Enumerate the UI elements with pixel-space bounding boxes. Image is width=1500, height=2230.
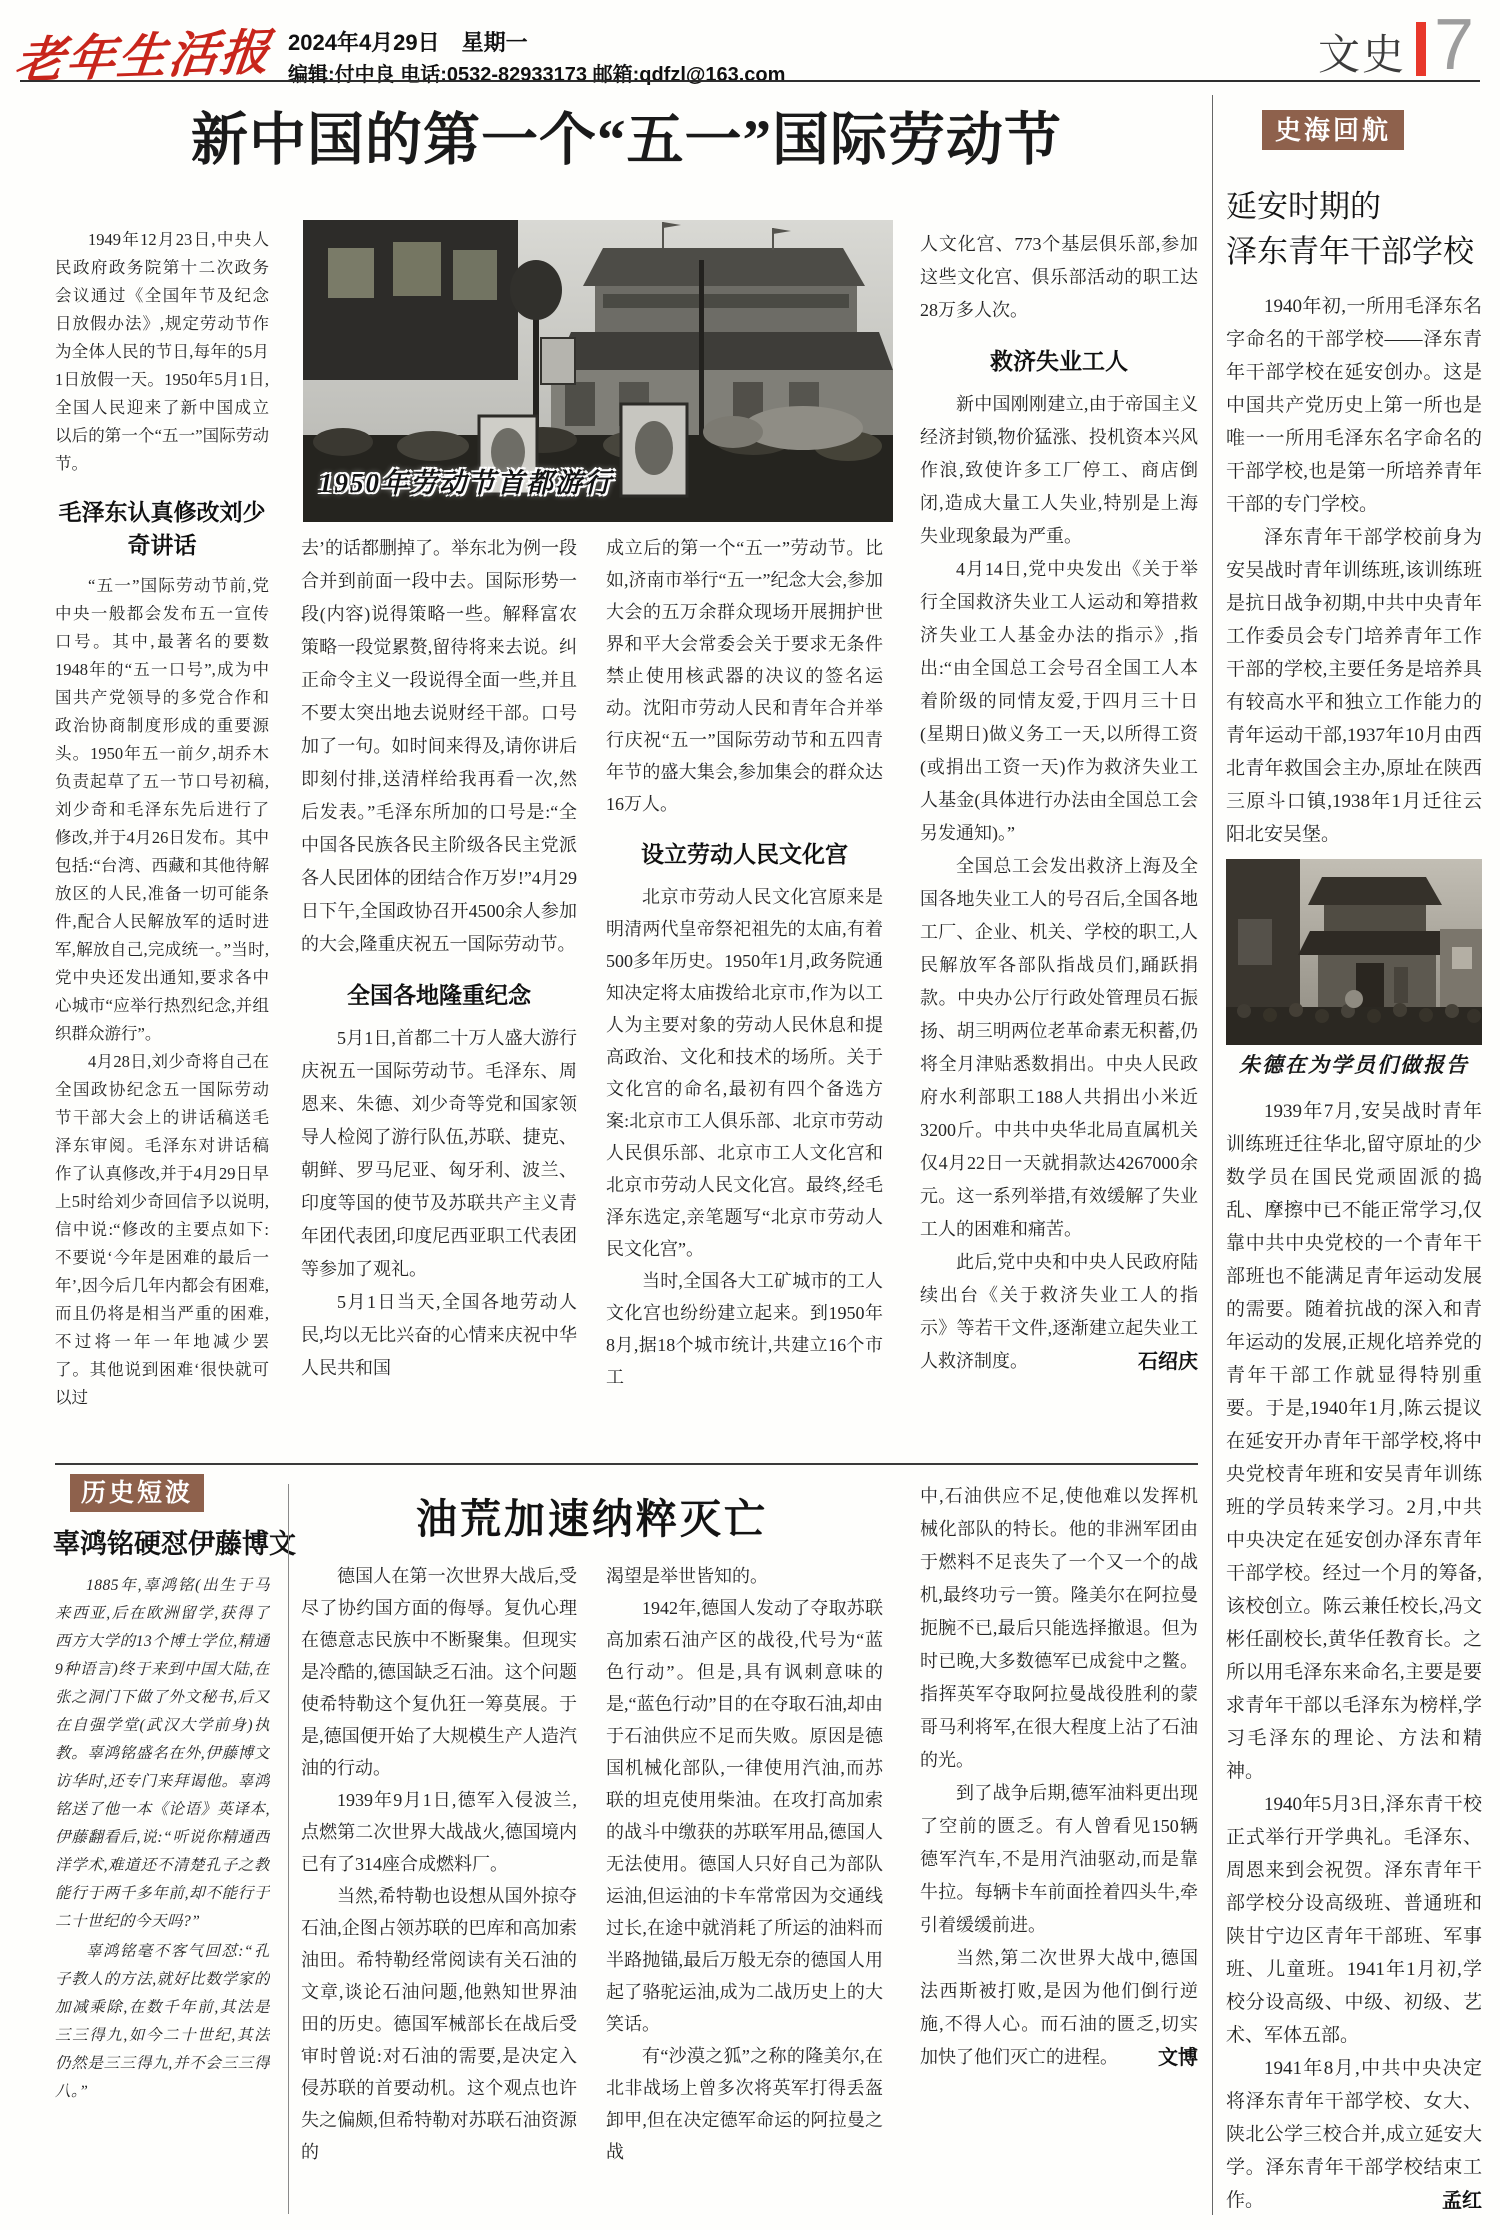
paragraph: 新中国刚刚建立,由于帝国主义经济封锁,物价猛涨、投机资本兴风作浪,致使许多工厂停工、商店倒闭,造成大量工人失业,特别是上海失业现象最为严重。 — [920, 394, 1198, 546]
main-column-1 — [55, 226, 269, 1458]
paragraph: 5月1日,首都二十万人盛大游行庆祝五一国际劳动节。毛泽东、周恩来、朱德、刘少奇等党和国家领导人检阅了游行队伍,苏联、捷克、朝鲜、罗马尼亚、匈牙利、波兰、印度等国的使节及苏联共产主义青年团代表团,印度尼西亚职工代表团等参加了观礼。 — [301, 1028, 577, 1279]
paragraph: “五一”国际劳动节前,党中央一般都会发布五一宣传口号。其中,最著名的要数1948年的“五一口号”,成为中国共产党领导的多党合作和政治协商制度形成的重要源头。1950年五一前夕,胡乔木负责起草了五一节口号初稿,刘少奇和毛泽东先后进行了修改,并于4月26日发布。其中包括:“台湾、西藏和其他待解放区的人民,准备一切可能条件,配合人民解放军的适时进军,解放自己,完成统一。”当时,党中央还发出通知,要求各中心城市“应举行热烈纪念,并组织群众游行”。 — [55, 576, 269, 1043]
sidebar-text-bottom — [1226, 1095, 1482, 2213]
paragraph: 5月1日当天,全国各地劳动人民,均以无比兴奋的心情来庆祝中华人民共和国 — [301, 1292, 577, 1378]
editor-contact-line: 编辑:付中良 电话:0532-82933173 邮箱:qdfzl@163.com — [288, 64, 786, 86]
paragraph: 1939年7月,安吴战时青年训练班迁往华北,留守原址的少数学员在国民党顽固派的捣乱、摩擦中已不能正常学习,仅靠中共中央党校的一个青年干部班也不能满足青年运动发展的需要。随着抗战的深入和青年运动的发展,正规化培养党的青年干部工作就显得特别重要。于是,1940年1月,陈云提议在延安开办青年干部学校,将中央党校青年班和安吴青年训练班的学员转来学习。2月,中共中央决定在延安创办泽东青年干部学校。经过一个月的筹备,该校创立。陈云兼任校长,冯文彬任副校长,黄华任教育长。之所以用毛泽东来命名,主要是要求青年干部以毛泽东为榜样,学习毛泽东的理论、方法和精神。 — [1226, 1101, 1482, 1782]
sidebar-article-title — [1226, 184, 1482, 274]
paragraph: 有“沙漠之狐”之称的隆美尔,在北非战场上曾多次将英军打得丢盔卸甲,但在决定德军命运的阿拉曼之战 — [606, 2046, 883, 2162]
main-column-4 — [920, 228, 1198, 1454]
main-column-2 — [301, 532, 577, 1458]
paragraph: 渴望是举世皆知的。 — [606, 1566, 768, 1586]
zhu-de-photo-caption: 朱德在为学员们做报告 — [1239, 1053, 1469, 1077]
oil-column-1 — [301, 1560, 577, 2218]
history-brief-title: 辜鸿铭硬怼伊藤博文 — [53, 1529, 296, 1559]
author-byline: 孟红 — [1442, 2190, 1482, 2212]
paragraph: 1949年12月23日,中央人民政府政务院第十二次政务会议通过《全国年节及纪念日放假办法》,规定劳动节作为全体人民的节日,每年的5月1日放假一天。1950年5月1日,全国人民迎来了新中国成立以后的第一个“五一”国际劳动节。 — [55, 230, 269, 473]
sidebar-badge: 史海回航 — [1262, 110, 1404, 150]
paragraph: 1942年,德国人发动了夺取苏联高加索石油产区的战役,代号为“蓝色行动”。但是,具有讽刺意味的是,“蓝色行动”目的在夺取石油,却由于石油供应不足而失败。原因是德国机械化部队,一律使用汽油,而苏联的坦克使用柴油。在攻打高加索的战斗中缴获的苏联军用品,德国人无法使用。德国人只好自己为部队运油,但运油的卡车常常因为交通线过长,在途中就消耗了所运的油料而半路抛锚,最后万般无奈的德国人用起了骆驼运油,成为二战历史上的大笑话。 — [606, 1598, 883, 2034]
zhu-de-photo-image — [1226, 859, 1482, 1045]
paragraph: 中,石油供应不足,使他难以发挥机械化部队的特长。他的非洲军团由于燃料不足丧失了一个又一个的战机,最终功亏一篑。隆美尔在阿拉曼扼腕不已,最后只能选择撤退。但为时已晚,大多数德军已成瓮中之鳖。指挥英军夺取阿拉曼战役胜利的蒙哥马利将军,在很大程度上沾了石油的光。 — [920, 1486, 1198, 1770]
sidebar-title-line1: 延安时期的 — [1226, 189, 1381, 224]
oil-column-2 — [606, 1560, 883, 2218]
zhu-de-report-photo — [1226, 859, 1482, 1045]
paragraph: 到了战争后期,德军油料更出现了空前的匮乏。有人曾看见150辆德军汽车,不是用汽油驱动,而是靠牛拉。每辆卡车前面拴着四头牛,牵引着缓缓前进。 — [920, 1783, 1198, 1935]
section-label: 文史 — [1318, 31, 1407, 78]
date-line: 2024年4月29日 星期一 — [288, 30, 528, 55]
column-divider-rule — [288, 1484, 289, 2214]
paragraph: 1940年初,一所用毛泽东名字命名的干部学校——泽东青年干部学校在延安创办。这是中国共产党历史上第一所也是唯一一所用毛泽东名字命名的干部学校,也是第一所培养青年干部的专门学校。 — [1226, 296, 1482, 515]
red-divider-bar — [1416, 22, 1426, 76]
paragraph: 泽东青年干部学校前身为安吴战时青年训练班,该训练班是抗日战争初期,中共中央青年工作委员会专门培养青年工作干部的学校,主要任务是培养具有较高水平和独立工作能力的青年运动干部,1937年10月由西北青年救国会主办,原址在陕西三原斗口镇,1938年1月迁往云阳北安吴堡。 — [1226, 527, 1482, 845]
sidebar-text-top — [1226, 290, 1482, 851]
oil-column-3 — [920, 1480, 1198, 2218]
history-brief-text — [55, 1572, 270, 2220]
paragraph: 去’的话都删掉了。举东北为例一段合并到前面一段中去。国际形势一段(内容)说得策略一些。解释富农策略一段觉累赘,留待将来去说。纠正命令主义一段说得全面一些,并且不要太突出地去说财经干部。口号加了一句。如时间来得及,请你讲后即刻付排,送清样给我再看一次,然后发表。”毛泽东所加的口号是:“全中国各民族各民主阶级各民主党派各人民团体的团结合作万岁!”4月29日下午,全国政协召开4500余人参加的大会,隆重庆祝五一国际劳动节。 — [301, 538, 577, 954]
paragraph: 人文化宫、773个基层俱乐部,参加这些文化宫、俱乐部活动的职工达28万多人次。 — [920, 234, 1198, 320]
paragraph: 辜鸿铭毫不客气回怼:“孔子教人的方法,就好比数学家的加减乘除,在数千年前,其法是三三得九,如今二十世纪,其法仍然是三三得九,并不会三三得八。” — [55, 1943, 270, 2100]
paragraph: 1885年,辜鸿铭(出生于马来西亚,后在欧洲留学,获得了西方大学的13个博士学位,精通9种语言)终于来到中国大陆,在张之洞门下做了外文秘书,后又在自强学堂(武汉大学前身)执教。辜鸿铭盛名在外,伊藤博文访华时,还专门来拜谒他。辜鸿铭送了他一本《论语》英译本,伊藤翻看后,说:“听说你精通西洋学术,难道还不清楚孔子之教能行于两千多年前,却不能行于二十世纪的今天吗?” — [55, 1577, 270, 1930]
sidebar-title-line2: 泽东青年干部学校 — [1226, 234, 1474, 269]
history-brief-badge: 历史短波 — [70, 1474, 204, 1512]
subhead-national-celebrations: 全国各地隆重纪念 — [347, 982, 531, 1008]
section-header — [1318, 4, 1475, 85]
masthead-logo: 老年生活报 — [12, 24, 275, 89]
author-byline: 石绍庆 — [1138, 1351, 1198, 1373]
subhead-mao-revises-speech: 毛泽东认真修改刘少奇讲话 — [58, 499, 266, 558]
paragraph: 4月28日,刘少奇将自己在全国政协纪念五一国际劳动节干部大会上的讲话稿送毛泽东审阅。毛泽东对讲话稿作了认真修改,并于4月29日早上5时给刘少奇回信予以说明,信中说:“修改的主要点如下:不要说‘今年是困难的最后一年’,因今后几年内都会有困难,而且仍将是相当严重的困难,不过将一年一年地减少罢了。其他说到困难‘很快就可以过 — [55, 1052, 269, 1407]
paragraph: 1939年9月1日,德军入侵波兰,点燃第二次世界大战战火,德国境内已有了314座合成燃料厂。 — [301, 1790, 577, 1874]
subhead-cultural-palace: 设立劳动人民文化宫 — [641, 841, 848, 867]
page-number: 7 — [1434, 4, 1475, 85]
paragraph: 北京市劳动人民文化宫原来是明清两代皇帝祭祀祖先的太庙,有着500多年历史。1950年1月,政务院通知决定将太庙拨给北京市,作为以工人为主要对象的劳动人民休息和提高政治、文化和技术的场所。关于文化宫的命名,最初有四个备选方案:北京市工人俱乐部、北京市劳动人民俱乐部、北京市工人文化宫和北京市劳动人民文化宫。最终,经毛泽东选定,亲笔题写“北京市劳动人民文化宫”。 — [606, 887, 883, 1259]
paragraph: 当时,全国各大工矿城市的工人文化宫也纷纷建立起来。到1950年8月,据18个城市统计,共建立16个市工 — [606, 1271, 883, 1387]
main-column-3 — [606, 532, 883, 1458]
paragraph: 德国人在第一次世界大战后,受尽了协约国方面的侮辱。复仇心理在德意志民族中不断聚集。但现实是冷酷的,德国缺乏石油。这个问题使希特勒这个复仇狂一筹莫展。于是,德国便开始了大规模生产人造汽油的行动。 — [301, 1566, 577, 1778]
main-article-title: 新中国的第一个“五一”国际劳动节 — [191, 109, 1062, 172]
paragraph: 成立后的第一个“五一”劳动节。比如,济南市举行“五一”纪念大会,参加大会的五万余群众现场开展拥护世界和平大会常委会关于要求无条件禁止使用核武器的决议的签名运动。沈阳市劳动人民和青年合并举行庆祝“五一”国际劳动节和五四青年节的盛大集会,参加集会的群众达16万人。 — [606, 538, 883, 814]
author-byline: 文博 — [1158, 2047, 1198, 2069]
sidebar-history-column — [1226, 110, 1482, 2230]
section-divider-rule — [55, 1463, 1198, 1465]
paragraph: 1941年8月,中共中央决定将泽东青年干部学校、女大、陕北公学三校合并,成立延安大学。泽东青年干部学校结束工作。 — [1226, 2058, 1482, 2211]
paragraph: 4月14日,党中央发出《关于举行全国救济失业工人运动和筹措救济失业工人基金办法的指示》,指出:“由全国总工会号召全国工人本着阶级的同情友爱,于四月三十日(星期日)做义务工一天,以所得工资(或捐出工资一天)作为救济失业工人基金(具体进行办法由全国总工会另发通知)。” — [920, 559, 1198, 843]
header-rule — [20, 80, 1480, 82]
parade-photo-caption: 1950年劳动节首都游行 — [319, 468, 613, 498]
paragraph: 当然,希特勒也设想从国外掠夺石油,企图占领苏联的巴库和高加索油田。希特勒经常阅读有关石油的文章,谈论石油问题,他熟知世界油田的历史。德国军械部长在战后受审时曾说:对石油的需要,是决定入侵苏联的首要动机。这个观点也许失之偏颇,但希特勒对苏联石油资源的 — [301, 1886, 577, 2162]
paragraph: 全国总工会发出救济上海及全国各地失业工人的号召后,全国各地工厂、企业、机关、学校的职工,人民解放军各部队指战员们,踊跃捐款。中央办公厅行政处管理员石振扬、胡三明两位老革命素无积蓄,仍将全月津贴悉数捐出。中央人民政府水利部职工188人共捐出小米近3200斤。中共中央华北局直属机关仅4月22日一天就捐款达4267000余元。这一系列举措,有效缓解了失业工人的困难和痛苦。 — [920, 856, 1198, 1239]
paragraph: 此后,党中央和中央人民政府陆续出台《关于救济失业工人的指示》等若干文件,逐渐建立起失业工人救济制度。 — [920, 1252, 1198, 1371]
paragraph: 当然,第二次世界大战中,德国法西斯被打败,是因为他们倒行逆施,不得人心。而石油的匮乏,切实加快了他们灭亡的进程。 — [920, 1948, 1198, 2067]
subhead-unemployed-relief: 救济失业工人 — [990, 348, 1128, 374]
paragraph: 1940年5月3日,泽东青干校正式举行开学典礼。毛泽东、周恩来到会祝贺。泽东青年干部学校分设高级班、普通班和陕甘宁边区青年干部班、军事班、儿童班。1941年1月初,学校分设高级、中级、初级、艺术、军体五部。 — [1226, 1794, 1482, 2046]
oil-article-title: 油荒加速纳粹灭亡 — [416, 1496, 768, 1542]
sidebar-divider-rule — [1212, 95, 1213, 2215]
parade-photo — [303, 220, 893, 522]
